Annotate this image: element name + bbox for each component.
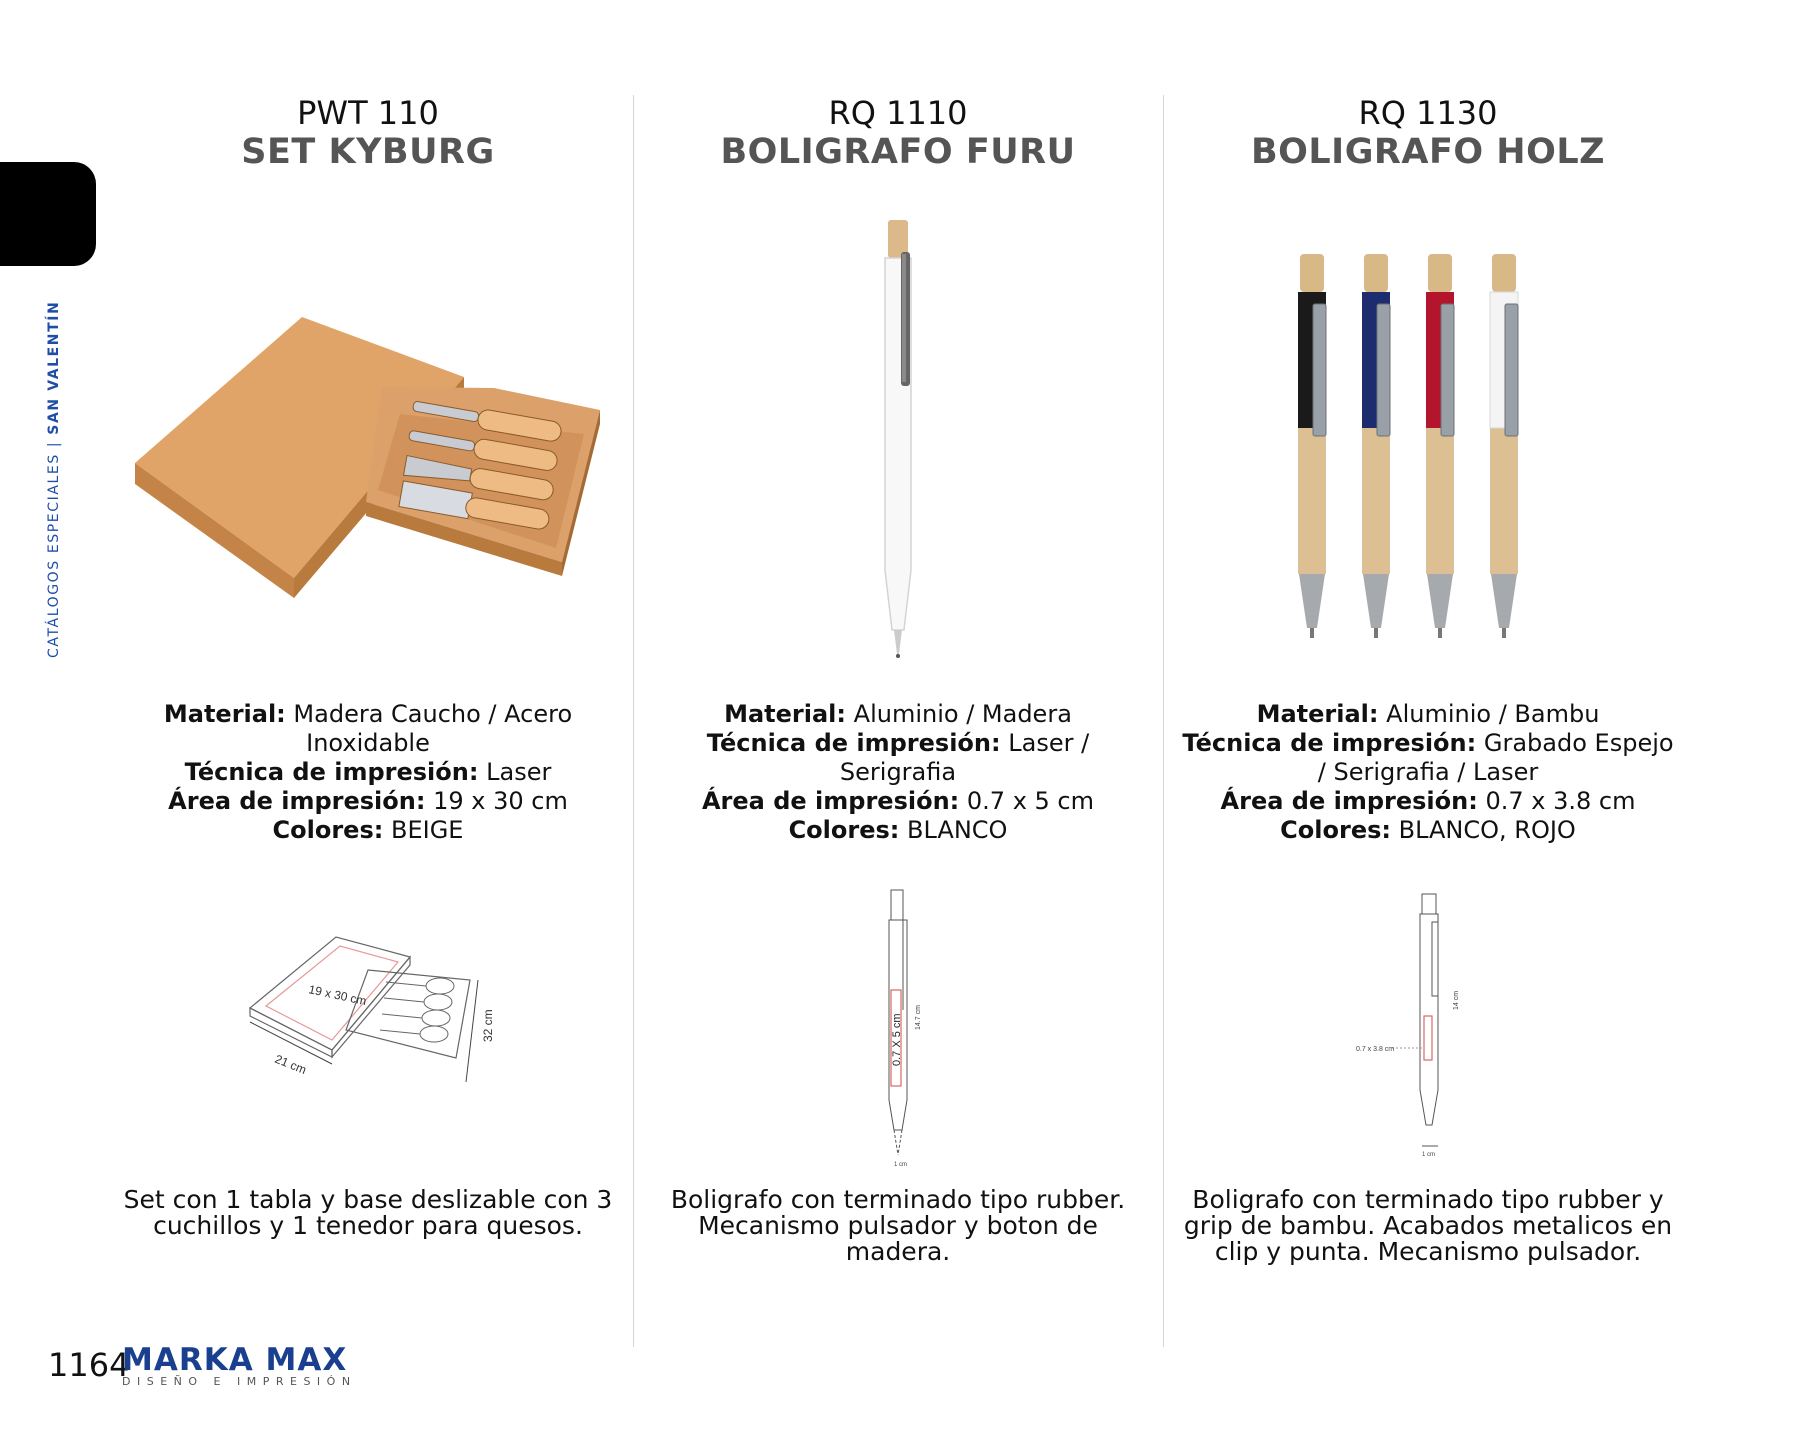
section-tab-marker [0, 162, 96, 266]
spec-print-area: Área de impresión: 0.7 x 5 cm [701, 787, 1094, 815]
brand-logo [122, 1344, 357, 1388]
diagram-length-label: 14 cm [1453, 990, 1460, 1010]
diagram-length-label: 14.7 cm [915, 1005, 922, 1030]
spec-colors: Colores: BEIGE [272, 816, 464, 844]
product-name: SET KYBURG [241, 132, 495, 172]
product-specs [118, 700, 618, 845]
section-label-category: SAN VALENTÍN [46, 300, 62, 435]
cheese-board-set-photo [108, 300, 628, 600]
product-card-pwt110 [108, 0, 628, 1360]
product-description: Set con 1 tabla y base deslizable con 3 cuchillos y 1 tenedor para quesos. [123, 1185, 613, 1240]
spec-print-technique: Técnica de impresión: Laser / Serigrafia [706, 729, 1090, 786]
spec-print-technique: Técnica de impresión: Laser [184, 758, 552, 786]
page-number: 1164 [48, 1346, 130, 1384]
spec-colors: Colores: BLANCO, ROJO [1280, 816, 1576, 844]
spec-print-area: Área de impresión: 19 x 30 cm [168, 787, 568, 815]
diagram-area-label: 19 x 30 cm [307, 982, 368, 1009]
diagram-depth-label: 32 cm [481, 1009, 495, 1042]
white-pen-photo [638, 210, 1158, 670]
diagram-width-label: 21 cm [272, 1051, 309, 1078]
diagram-diameter-label: 1 cm [894, 1162, 908, 1168]
spec-material: Material: Aluminio / Bambu [1256, 700, 1600, 728]
pen-white [1490, 254, 1518, 638]
product-code: RQ 1110 [828, 94, 968, 132]
product-code: PWT 110 [297, 94, 439, 132]
spec-colors: Colores: BLANCO [788, 816, 1008, 844]
spec-print-area: Área de impresión: 0.7 x 3.8 cm [1220, 787, 1636, 815]
product-name: BOLIGRAFO FURU [720, 132, 1076, 172]
product-name: BOLIGRAFO HOLZ [1250, 132, 1606, 172]
section-label-catalog: CATÁLOGOS ESPECIALES | [46, 434, 62, 658]
product-description: Boligrafo con terminado tipo rubber y grip de bambu. Acabados metalicos en clip y punta. Mecanismo pulsador. [1183, 1185, 1673, 1266]
diagram-diameter-label: 1 cm [1422, 1152, 1436, 1158]
product-description: Boligrafo con terminado tipo rubber. Mecanismo pulsador y boton de madera. [670, 1185, 1126, 1266]
print-area-diagram [1168, 880, 1688, 1170]
logo-wordmark: MARKA MAX [122, 1342, 348, 1378]
product-code: RQ 1130 [1358, 94, 1498, 132]
pen-blue [1362, 254, 1390, 638]
product-card-rq1130 [1168, 0, 1688, 1360]
pen-red [1426, 254, 1454, 638]
product-specs [1178, 700, 1678, 845]
diagram-area-label: 0.7 x 3.8 cm [1356, 1046, 1395, 1053]
diagram-area-label: 0.7 X 5 cm [891, 1013, 903, 1066]
bamboo-pens-photo [1168, 250, 1688, 650]
column-divider [633, 95, 634, 1347]
spec-material: Material: Madera Caucho / Acero Inoxidable [163, 700, 573, 757]
print-area-diagram [108, 920, 628, 1100]
column-divider [1163, 95, 1164, 1347]
print-area-diagram [638, 880, 1158, 1170]
pen-black [1298, 254, 1326, 638]
product-card-rq1110 [638, 0, 1158, 1360]
section-label [46, 301, 62, 658]
product-specs [648, 700, 1148, 845]
spec-material: Material: Aluminio / Madera [724, 700, 1072, 728]
spec-print-technique: Técnica de impresión: Grabado Espejo / Serigrafia / Laser [1182, 729, 1674, 786]
logo-tagline: DISEÑO E IMPRESIÓN [122, 1375, 357, 1388]
